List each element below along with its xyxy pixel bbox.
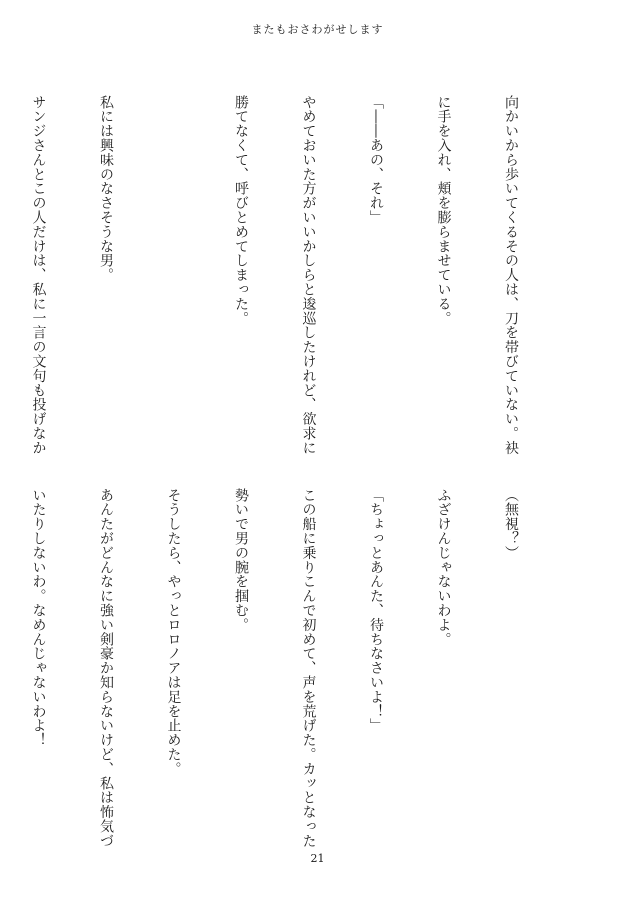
text-line: 「――あの、それ」: [368, 95, 384, 225]
text-line: に手を入れ、頬を膨らませている。: [435, 95, 452, 326]
text-line: ふざけんじゃないわよ。: [435, 488, 452, 647]
lower-text-block: [30, 488, 567, 848]
text-line: 向かいから歩いてくるその人は、刀を帯びていない。袂: [503, 95, 519, 455]
page-number: 21: [310, 852, 325, 865]
text-line: 勢いで男の腕を掴む。: [233, 488, 249, 632]
text-line: 私には興味のなさそうな男。: [98, 95, 114, 283]
running-header: またもおさわがせします: [251, 23, 384, 36]
text-line: （無視？）: [503, 488, 519, 560]
blank-line: [162, 95, 185, 440]
text-line: 「ちょっとあんた、待ちなさいよ！」: [368, 488, 384, 733]
text-line: この船に乗りこんで初めて、声を荒げた。カッとなった: [300, 488, 317, 848]
text-line: 勝てなくて、呼びとめてしまった。: [233, 95, 249, 326]
text-line: やめておいた方がいいかしらと逡巡したけれど、欲求に: [300, 95, 317, 455]
text-line: いたりしないわ。なめんじゃないわよ！: [30, 488, 47, 748]
upper-text-block: [30, 95, 567, 455]
text-line: そうしたら、やっとロロノアは足を止めた。: [165, 488, 182, 776]
text-line: サンジさんとこの人だけは、私に一言の文句も投げなか: [30, 95, 47, 455]
text-line: あんたがどんなに強い剣豪か知らないけど、私は怖気づ: [98, 488, 114, 848]
